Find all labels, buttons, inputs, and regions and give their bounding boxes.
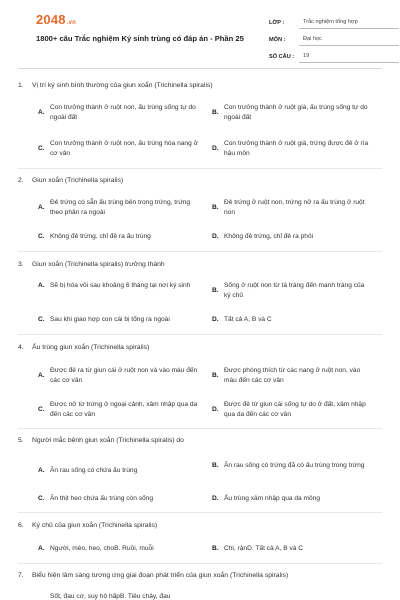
option-letter: C. [38, 495, 45, 502]
question-1 [18, 82, 382, 89]
option-5d[interactable] [212, 494, 372, 504]
option-letter: B. [212, 287, 219, 294]
option-text: Được đẻ từ giun cái sống tự do ở đất, xâm nhập qua da đến các cơ vân [224, 401, 366, 418]
question-divider [18, 168, 382, 169]
header-divider [18, 68, 382, 69]
meta-label: LỚP : [269, 20, 285, 26]
option-letter: C. [38, 316, 45, 323]
option-5c[interactable] [38, 494, 198, 504]
option-text: Sẽ bị hóa vôi sau khoảng 6 tháng tại nơi ký sinh [50, 282, 191, 289]
option-letter: D. [212, 495, 219, 502]
option-1a[interactable] [38, 103, 198, 123]
option-letter: A. [38, 282, 45, 289]
option-letter: A. [38, 204, 45, 211]
option-letter: B. [212, 204, 219, 211]
option-6b[interactable] [212, 544, 372, 554]
option-text: Người, mèo, heo, choB. Ruồi, muỗi [50, 545, 154, 552]
question-5 [18, 437, 382, 444]
question-2 [18, 177, 382, 184]
question-text: Biểu hiện lâm sàng tương ứng giai đoạn phát triển của giun xoắn (Trichinella spiralis) [32, 572, 289, 579]
option-text: Ăn rau sống có chứa ấu trùng [50, 467, 138, 474]
option-text: Được đẻ ra từ giun cái ở ruột non và vào máu đến các cơ vân [50, 367, 198, 384]
option-text: Ăn thịt heo chứa ấu trùng còn sống [50, 495, 154, 502]
question-divider [18, 251, 382, 252]
option-3d[interactable] [212, 315, 372, 325]
meta-label: SỐ CÂU : [269, 54, 295, 60]
option-7a[interactable] [38, 592, 238, 600]
option-letter: C. [38, 233, 45, 240]
document-header [18, 0, 382, 66]
question-number: 1. [18, 82, 24, 89]
option-5b[interactable] [212, 461, 372, 471]
option-1b[interactable] [212, 103, 372, 123]
option-text: Sốt, đau cơ, suy hô hấpB. Tiêu chảy, đau [50, 593, 171, 600]
option-2a[interactable] [38, 198, 198, 218]
option-letter: A. [38, 545, 45, 552]
question-divider [18, 563, 382, 564]
option-letter: B. [212, 462, 219, 469]
question-6 [18, 522, 382, 529]
option-letter: C. [38, 145, 45, 152]
document-title: 1800+ câu Trắc nghiệm Ký sinh trùng có đáp án - Phần 25 [36, 34, 244, 43]
option-letter: C. [38, 406, 45, 413]
option-text: Con trưởng thành ở ruột non, ấu trùng sống tự do ngoài đất [50, 104, 196, 121]
option-3b[interactable] [212, 281, 372, 301]
question-3 [18, 261, 382, 268]
meta-row-subject [269, 29, 399, 46]
meta-value: 19 [299, 53, 399, 63]
option-3c[interactable] [38, 315, 198, 325]
option-text: Đẻ trứng ở ruột non, trứng nở ra ấu trùng ở ruột non [224, 199, 365, 216]
site-logo[interactable] [36, 12, 76, 27]
question-text: Người mắc bệnh giun xoắn (Trichinella spiralis) do [32, 437, 184, 444]
option-text: Không đẻ trứng, chỉ đẻ ra phôi [224, 233, 314, 240]
option-4c[interactable] [38, 400, 198, 420]
option-text: Sống ở ruột non từ tá tràng đến manh tràng của ký chủ [224, 282, 365, 299]
option-text: Ăn rau sống có trứng đã có ấu trùng trong trứng [224, 462, 365, 469]
question-number: 4. [18, 344, 24, 351]
option-2c[interactable] [38, 232, 198, 242]
option-letter: A. [38, 372, 45, 379]
option-letter: D. [212, 316, 219, 323]
document-meta [269, 12, 399, 63]
question-divider [18, 334, 382, 335]
meta-row-count [269, 46, 399, 63]
option-letter: D. [212, 233, 219, 240]
option-2d[interactable] [212, 232, 372, 242]
option-3a[interactable] [38, 281, 198, 291]
option-1c[interactable] [38, 139, 198, 159]
option-text: Ấu trùng xâm nhập qua da mông [224, 495, 321, 502]
option-text: Tất cả A, B và C [224, 316, 272, 323]
option-4b[interactable] [212, 366, 372, 386]
meta-label: MÔN : [269, 37, 286, 43]
meta-value: Trắc nghiệm tổng hợp [299, 19, 399, 29]
question-number: 6. [18, 522, 24, 529]
option-letter: B. [212, 372, 219, 379]
option-text: Chi, rậnD. Tất cả A, B và C [224, 545, 304, 552]
question-text: Giun xoắn (Trichinella spiralis) [32, 177, 124, 184]
question-text: Vị trí ký sinh bình thường của giun xoắn (Trichinella spiralis) [32, 82, 213, 89]
option-text: Đẻ trứng có sẵn ấu trùng bên trong trứng, trứng theo phân ra ngoài [50, 199, 191, 216]
question-text: Ấu trùng giun xoắn (Trichinella spiralis) [32, 344, 150, 351]
logo-tld: .vn [66, 20, 77, 26]
question-text: Giun xoắn (Trichinella spiralis) trưởng thành [32, 261, 165, 268]
option-letter: A. [38, 109, 45, 116]
option-letter: A. [38, 467, 45, 474]
option-letter: D. [212, 145, 219, 152]
question-number: 3. [18, 261, 24, 268]
option-2b[interactable] [212, 198, 372, 218]
question-number: 5. [18, 437, 24, 444]
option-text: Con trưởng thành ở ruột già, trứng được đẻ ở rìa hậu môn [224, 140, 369, 157]
option-letter: B. [212, 545, 219, 552]
option-4a[interactable] [38, 366, 198, 386]
option-text: Con trưởng thành ở ruột già, ấu trùng sống tự do ngoài đất [224, 104, 368, 121]
option-4d[interactable] [212, 400, 372, 420]
question-4 [18, 344, 382, 351]
meta-value: Đại học [299, 36, 399, 46]
option-5a[interactable] [38, 466, 198, 476]
question-number: 7. [18, 572, 24, 579]
option-text: Được nở từ trứng ở ngoại cảnh, xâm nhập qua da đến các cơ vân [50, 401, 198, 418]
option-text: Được phóng thích từ các nang ở ruột non, vào máu đến các cơ vân [224, 367, 361, 384]
option-letter: B. [212, 109, 219, 116]
logo-text: 2048 [36, 12, 66, 27]
question-text: Ký chủ của giun xoắn (Trichinella spiralis) [32, 522, 158, 529]
question-divider [18, 428, 382, 429]
option-6a[interactable] [38, 544, 198, 554]
option-text: Sau khi giao hợp con cái bị tống ra ngoài [50, 316, 170, 323]
question-7 [18, 572, 382, 579]
option-text: Con trưởng thành ở ruột non, ấu trùng hóa nang ở cơ vân [50, 140, 198, 157]
option-1d[interactable] [212, 139, 372, 159]
question-number: 2. [18, 177, 24, 184]
option-text: Không đẻ trứng, chỉ đẻ ra ấu trùng [50, 233, 151, 240]
option-letter: D. [212, 406, 219, 413]
meta-row-class [269, 12, 399, 29]
question-divider [18, 512, 382, 513]
